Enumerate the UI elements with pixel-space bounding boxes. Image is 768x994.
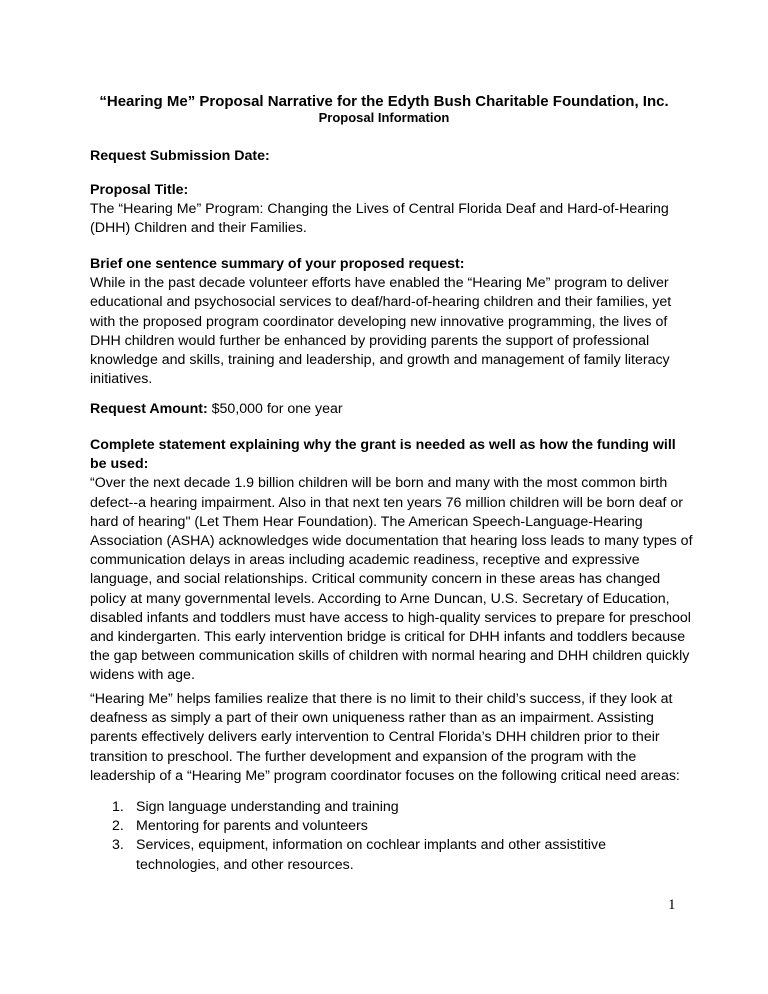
list-item (108, 817, 668, 836)
request-amount (90, 400, 690, 419)
request-amount-label: Request Amount: (90, 401, 208, 417)
paragraph-line: deafness as simply a part of their own uniqueness rather than as an impairment. Assisting (90, 710, 654, 727)
document-title: “Hearing Me” Proposal Narrative for the Edyth Bush Charitable Foundation, Inc. (99, 93, 669, 110)
paragraph-line: hard of hearing" (Let Them Hear Foundation). The American Speech-Language-Hearing (90, 513, 643, 530)
page-number: 1 (668, 897, 676, 913)
proposal-title-section (90, 181, 690, 239)
paragraph-line: leadership of a “Hearing Me” program coordinator focuses on the following critical need areas: (90, 767, 680, 784)
statement-heading-line: Complete statement explaining why the grant is needed as well as how the funding will (90, 437, 676, 453)
paragraph-line: disabled infants and toddlers must have access to high-quality services to prepare for preschool (90, 609, 691, 626)
list-item-number: 3. (112, 837, 124, 854)
summary-line: educational and psychosocial services to deaf/hard-of-hearing children and their families, yet (90, 294, 672, 311)
proposal-title-line: (DHH) Children and their Families. (90, 220, 307, 237)
list-item-text: technologies, and other resources. (136, 856, 354, 873)
proposal-title-heading: Proposal Title: (90, 182, 189, 198)
summary-heading: Brief one sentence summary of your proposed request: (90, 256, 465, 272)
list-item (108, 798, 668, 817)
paragraph-line: widens with age. (90, 667, 195, 684)
summary-line: DHH children would further be enhanced by providing parents the support of professional (90, 332, 650, 349)
document-subtitle: Proposal Information (318, 110, 450, 125)
submission-date-label: Request Submission Date: (90, 148, 270, 164)
paragraph-line: language, and social relationships. Critical community concern in these areas has changed (90, 571, 661, 588)
paragraph-line: and kindergarten. This early intervention bridge is critical for DHH infants and toddlers because (90, 629, 686, 646)
list-item-text: Sign language understanding and training (136, 799, 399, 815)
list-item-text: Mentoring for parents and volunteers (136, 818, 368, 835)
need-areas-list (108, 798, 668, 875)
summary-line: with the proposed program coordinator developing new innovative programming, the lives of (90, 313, 668, 330)
proposal-title-line: The “Hearing Me” Program: Changing the Lives of Central Florida Deaf and Hard-of-Hearing (90, 201, 669, 218)
paragraph-line: “Over the next decade 1.9 billion children will be born and many with the most common birth (90, 475, 668, 492)
paragraph-line: transition to preschool. The further development and expansion of the program with the (90, 748, 637, 765)
paragraph-line: “Hearing Me” helps families realize that there is no limit to their child’s success, if they look at (90, 691, 673, 707)
summary-line: initiatives. (90, 371, 153, 388)
list-item (108, 836, 668, 874)
statement-heading-line: be used: (90, 456, 149, 473)
paragraph-line: Association (ASHA) acknowledges wide documentation that hearing loss leads to many types of (90, 533, 693, 550)
paragraph-line: policy at many governmental levels. According to Arne Duncan, U.S. Secretary of Education, (90, 590, 670, 607)
statement-section (90, 436, 693, 686)
summary-line: knowledge and skills, training and leadership, and growth and management of family literacy (90, 352, 670, 369)
list-item-number: 1. (112, 799, 124, 815)
paragraph-line: defect--a hearing impairment. Also in that next ten years 76 million children will be born deaf or (90, 494, 684, 511)
paragraph-line: parents effectively delivers early intervention to Central Florida’s DHH children prior to their (90, 729, 660, 746)
list-item-text: Services, equipment, information on cochlear implants and other assistitive (136, 837, 606, 854)
summary-line: While in the past decade volunteer efforts have enabled the “Hearing Me” program to deliver (90, 275, 669, 292)
summary-section (90, 255, 690, 389)
statement-paragraph-2 (90, 690, 690, 786)
request-amount-value: $50,000 for one year (207, 401, 343, 417)
paragraph-line: the gap between communication skills of children with normal hearing and DHH children quickly (90, 648, 690, 665)
paragraph-line: communication delays in areas including academic readiness, receptive and expressive (90, 552, 640, 569)
list-item-number: 2. (112, 818, 124, 835)
